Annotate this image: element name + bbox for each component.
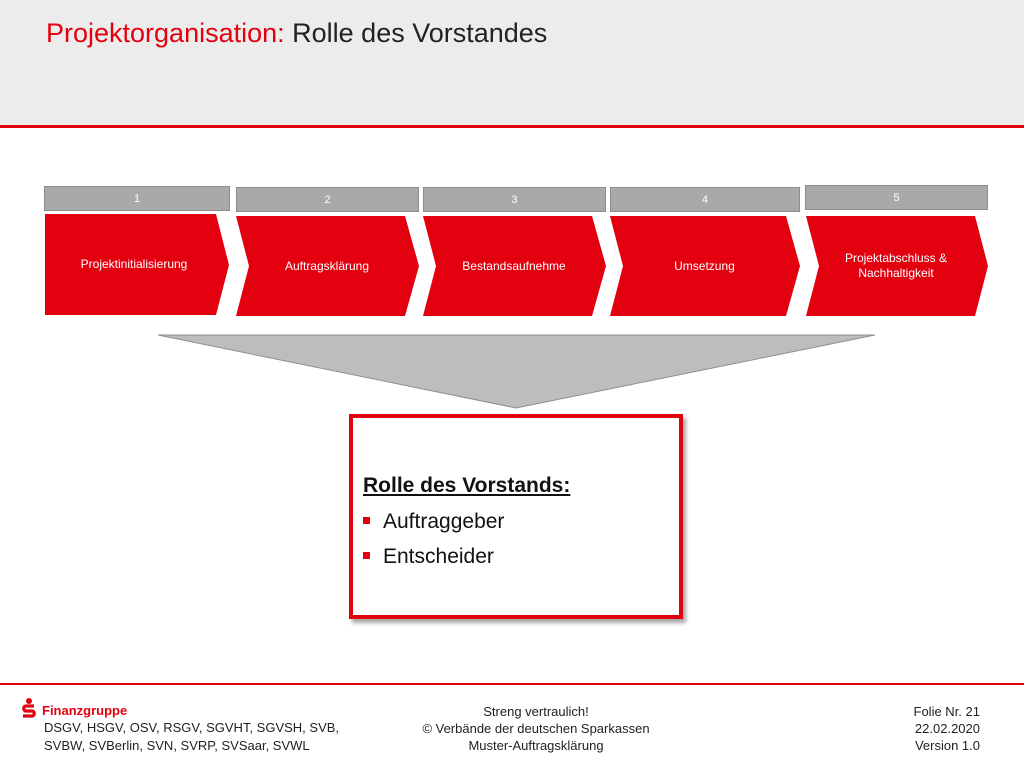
confidential-note: Streng vertraulich! xyxy=(483,704,589,719)
footer-center xyxy=(386,703,686,754)
slide-date: 22.02.2020 xyxy=(914,721,980,736)
association-line-1: DSGV, HSGV, OSV, RSGV, SGVHT, SGVSH, SVB, xyxy=(44,720,340,735)
phase-label-3: Bestandsaufnehme xyxy=(462,258,566,273)
phase-number-3: 3 xyxy=(423,187,606,212)
phase-number-1: 1 xyxy=(44,186,230,211)
phase-label-2: Auftragsklärung xyxy=(284,258,370,273)
document-name: Muster-Auftragsklärung xyxy=(468,738,604,753)
sparkasse-logo-icon xyxy=(20,698,38,722)
footer-right xyxy=(914,703,980,754)
association-list xyxy=(44,719,339,755)
role-item-label: Auftraggeber xyxy=(383,510,505,533)
slide-version: Version 1.0 xyxy=(914,738,980,753)
phase-number-4: 4 xyxy=(610,187,800,212)
slide-number: Folie Nr. 21 xyxy=(913,704,980,719)
footer-divider xyxy=(0,683,1024,685)
association-line-2: SVBW, SVBerlin, SVN, SVRP, SVSaar, SVWL xyxy=(44,738,310,753)
role-box xyxy=(349,414,683,619)
bullet-icon xyxy=(363,552,370,559)
logo-wordmark: Finanzgruppe xyxy=(42,703,128,718)
role-item-label: Entscheider xyxy=(383,545,494,568)
phase-label-4: Umsetzung xyxy=(674,258,735,273)
role-heading: Rolle des Vorstands: xyxy=(363,474,571,497)
title-accent: Projektorganisation: xyxy=(46,18,285,48)
phase-number-5: 5 xyxy=(805,185,988,210)
phase-label-5: Projektabschluss & Nachhaltigkeit xyxy=(844,251,948,280)
title-text: Rolle des Vorstandes xyxy=(292,18,548,48)
phase-label-1: Projektinitialisierung xyxy=(80,256,188,271)
bullet-icon xyxy=(363,517,370,524)
phase-number-2: 2 xyxy=(236,187,419,212)
copyright-note: © Verbände der deutschen Sparkassen xyxy=(422,721,650,736)
role-item-auftraggeber xyxy=(363,510,504,534)
role-item-entscheider xyxy=(363,545,494,569)
